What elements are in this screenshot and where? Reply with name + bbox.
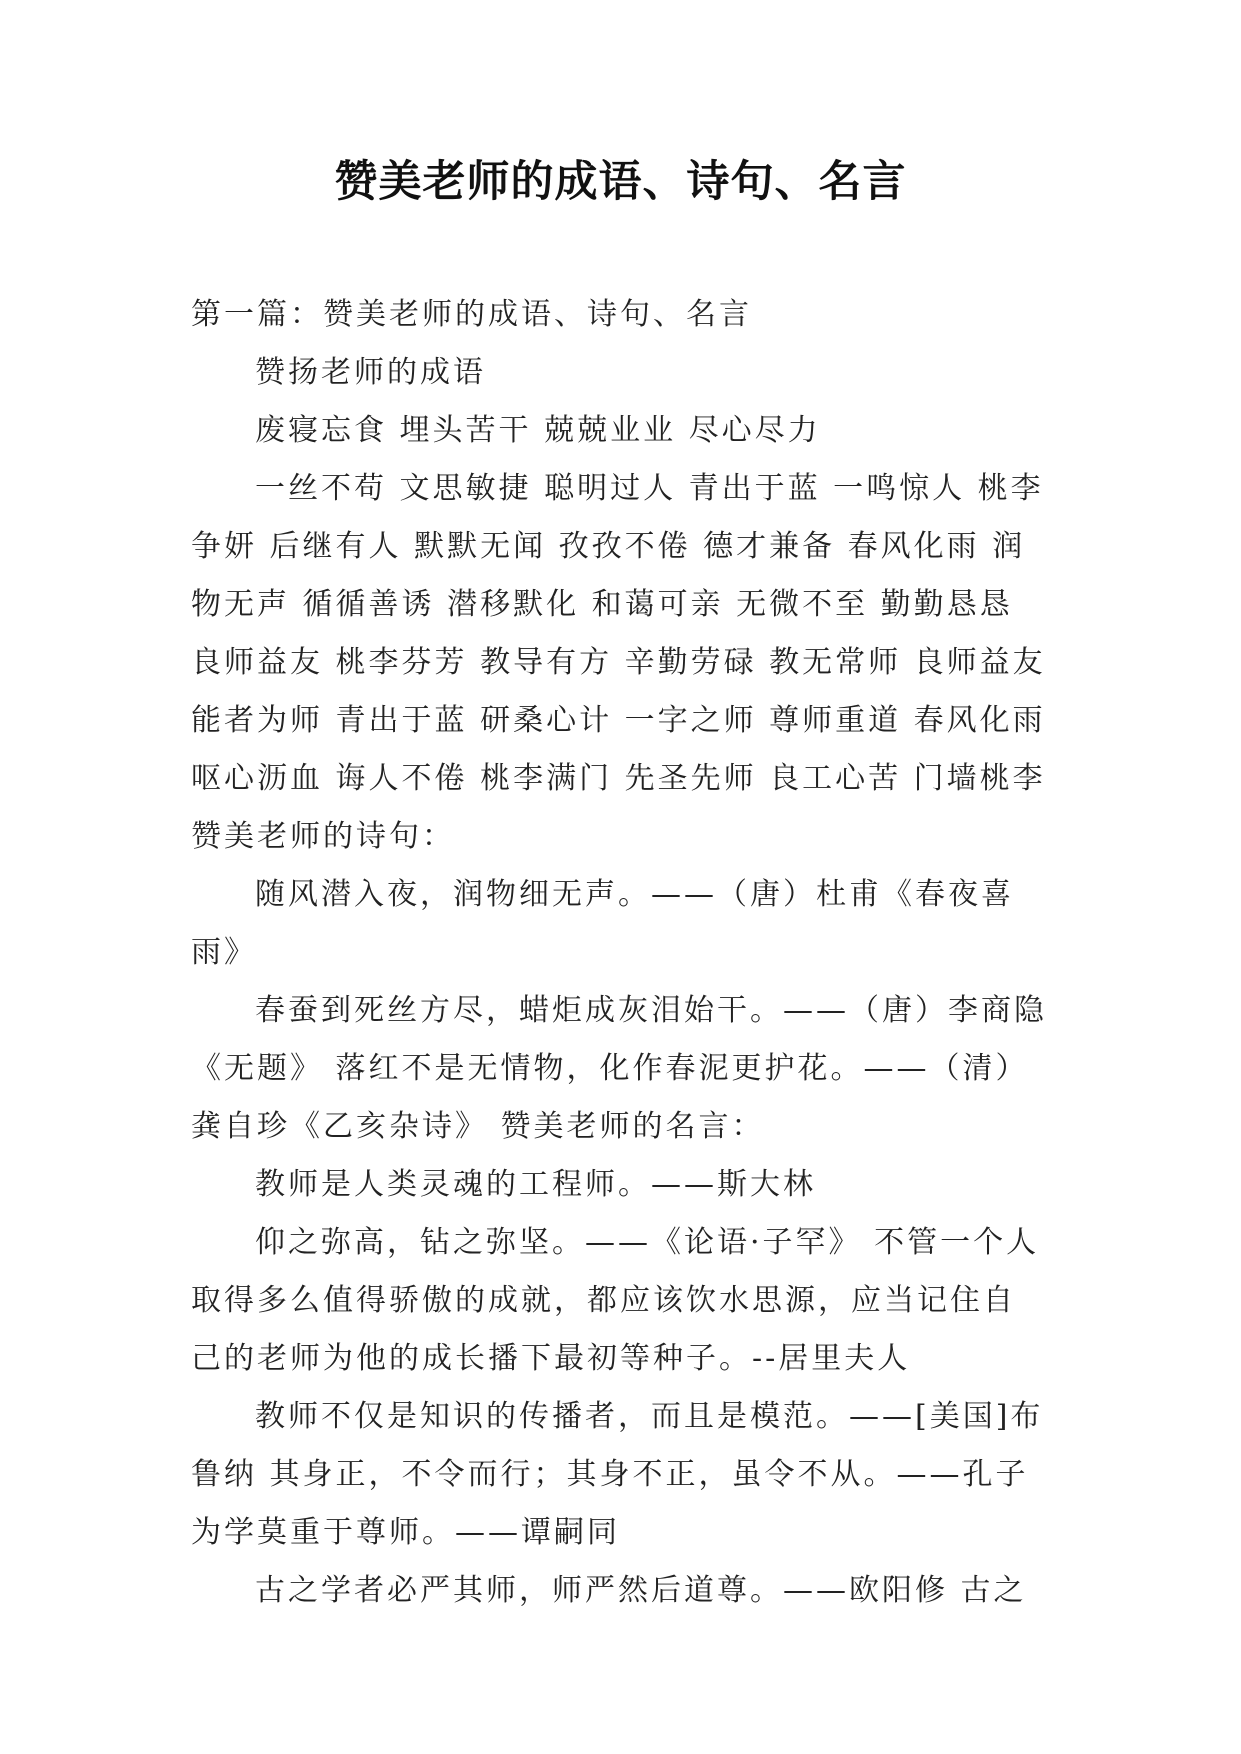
document-title: 赞美老师的成语、诗句、名言 bbox=[334, 157, 907, 207]
paragraph-idioms-list: 一丝不苟 文思敏捷 聪明过人 青出于蓝 一鸣惊人 桃李争妍 后继有人 默默无闻 孜孜不倦 德才兼备 春风化雨 润物无声 循循善诱 潜移默化 和蔼可亲 无微不至 勤勤恳恳 良师益友 桃李芬芳 教导有方 辛勤劳碌 教无常师 良师益友 能者为师 青出于蓝 研桑心计 一字之师 尊师重道 春风化雨 呕心沥血 诲人不倦 桃李满门 先圣先师 良工心苦 门墙桃李 赞美老师的诗句： bbox=[191, 471, 1046, 854]
paragraph-idioms-heading: 赞扬老师的成语 bbox=[255, 355, 486, 390]
paragraph-poem-1: 随风潜入夜，润物细无声。——（唐）杜甫《春夜喜雨》 bbox=[191, 877, 1014, 970]
paragraph-quote-3: 教师不仅是知识的传播者，而且是模范。——[美国]布鲁纳 其身正，不令而行；其身不正，虽令不从。——孔子 为学莫重于尊师。——谭嗣同 bbox=[191, 1399, 1044, 1550]
paragraph-quote-1: 教师是人类灵魂的工程师。——斯大林 bbox=[255, 1167, 816, 1202]
paragraph-section-heading: 第一篇：赞美老师的成语、诗句、名言 bbox=[191, 297, 752, 332]
paragraph-idioms-line-1: 废寝忘食 埋头苦干 兢兢业业 尽心尽力 bbox=[255, 413, 821, 448]
document-body bbox=[191, 286, 1047, 1620]
paragraph-quote-2: 仰之弥高，钻之弥坚。——《论语·子罕》 不管一个人取得多么值得骄傲的成就，都应该饮水思源，应当记住自己的老师为他的成长播下最初等种子。--居里夫人 bbox=[191, 1225, 1040, 1376]
paragraph-poem-2: 春蚕到死丝方尽，蜡炬成灰泪始干。——（唐）李商隐《无题》 落红不是无情物，化作春泥更护花。——（清）龚自珍《乙亥杂诗》 赞美老师的名言： bbox=[191, 993, 1047, 1144]
paragraph-quote-4: 古之学者必严其师，师严然后道尊。——欧阳修 古之 bbox=[255, 1573, 1027, 1608]
